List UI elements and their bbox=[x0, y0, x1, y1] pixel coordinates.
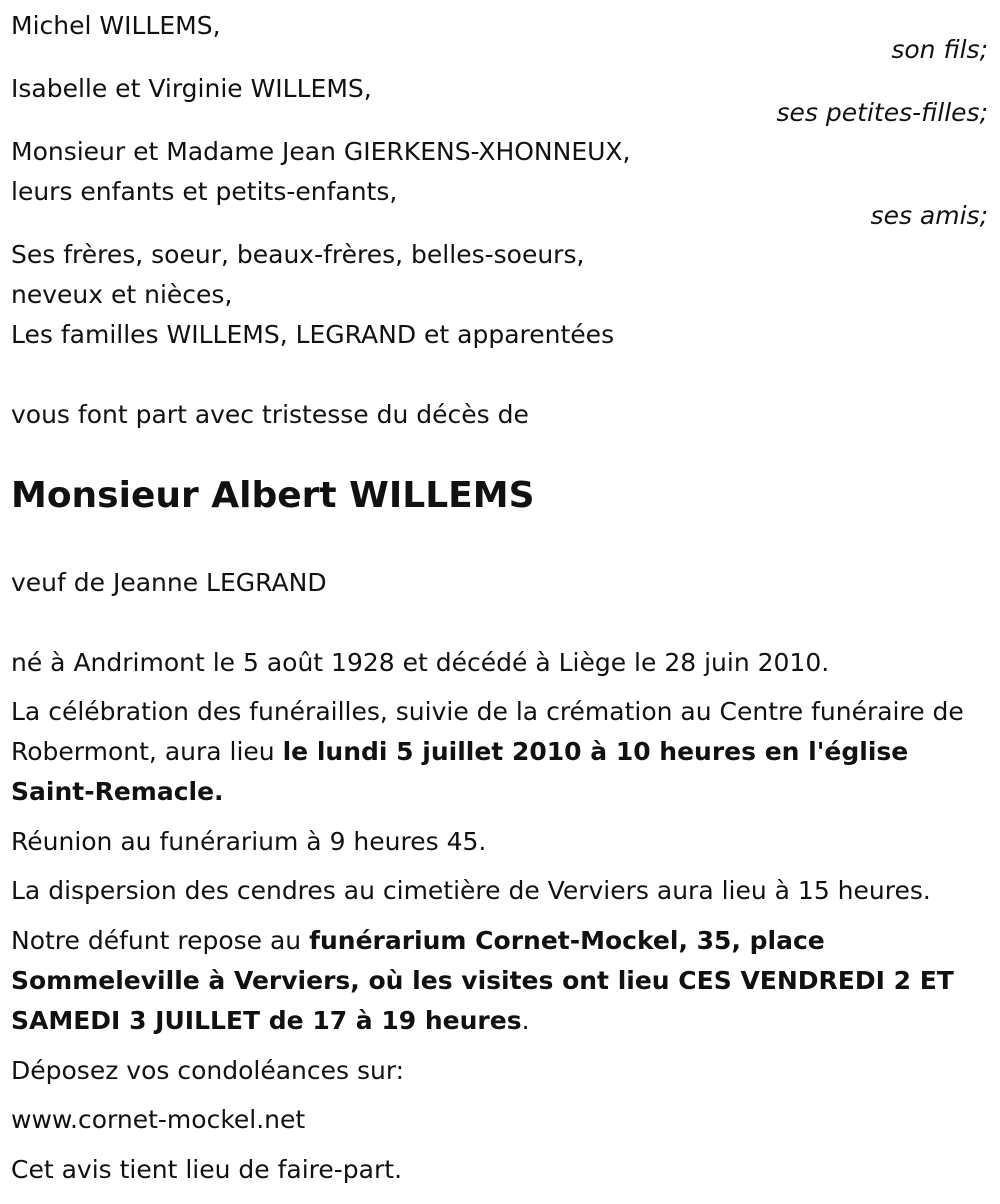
friends-line-2: leurs enfants et petits-enfants, bbox=[11, 177, 398, 206]
website-link[interactable]: www.cornet-mockel.net bbox=[11, 1105, 306, 1134]
friends-line-1: Monsieur et Madame Jean GIERKENS-XHONNEUX, bbox=[11, 137, 631, 166]
son-name: Michel WILLEMS, bbox=[11, 11, 221, 40]
siblings-line-2: neveux et nièces, bbox=[11, 280, 233, 309]
announcement-intro: vous font part avec tristesse du décès de bbox=[11, 400, 529, 429]
meeting-time: Réunion au funérarium à 9 heures 45. bbox=[11, 827, 487, 856]
ashes-dispersion: La dispersion des cendres au cimetière de Verviers aura lieu à 15 heures. bbox=[11, 876, 931, 905]
friends-role: ses amis; bbox=[870, 201, 988, 230]
granddaughters-role: ses petites-filles; bbox=[776, 98, 988, 127]
repose-end: . bbox=[521, 1006, 530, 1035]
siblings-line-1: Ses frères, soeur, beaux-frères, belles-soeurs, bbox=[11, 240, 585, 269]
ceremony-date: le lundi 5 juillet 2010 à 10 heures en l'église Saint-Remacle. bbox=[11, 737, 909, 806]
widower-of: veuf de Jeanne LEGRAND bbox=[11, 568, 327, 597]
condolences-text: Déposez vos condoléances sur: bbox=[11, 1056, 405, 1085]
repose-paragraph bbox=[11, 921, 961, 1041]
son-role: son fils; bbox=[891, 35, 988, 64]
deceased-name: Monsieur Albert WILLEMS bbox=[11, 475, 535, 516]
birth-death: né à Andrimont le 5 août 1928 et décédé à Liège le 28 juin 2010. bbox=[11, 648, 830, 677]
ceremony-text: La célébration des funérailles, suivie de la crémation au Centre funéraire de Robermont, aura lieu bbox=[11, 697, 964, 766]
granddaughters-name: Isabelle et Virginie WILLEMS, bbox=[11, 74, 372, 103]
repose-details: funérarium Cornet-Mockel, 35, place Sommeleville à Verviers, où les visites ont lieu CES VENDREDI 2 ET SAMEDI 3 JUILLET de 17 à 19 heures bbox=[11, 926, 954, 1035]
notice-text: Cet avis tient lieu de faire-part. bbox=[11, 1155, 403, 1184]
families-line: Les familles WILLEMS, LEGRAND et apparentées bbox=[11, 320, 615, 349]
repose-text: Notre défunt repose au bbox=[11, 926, 310, 955]
ceremony-paragraph bbox=[11, 692, 991, 812]
